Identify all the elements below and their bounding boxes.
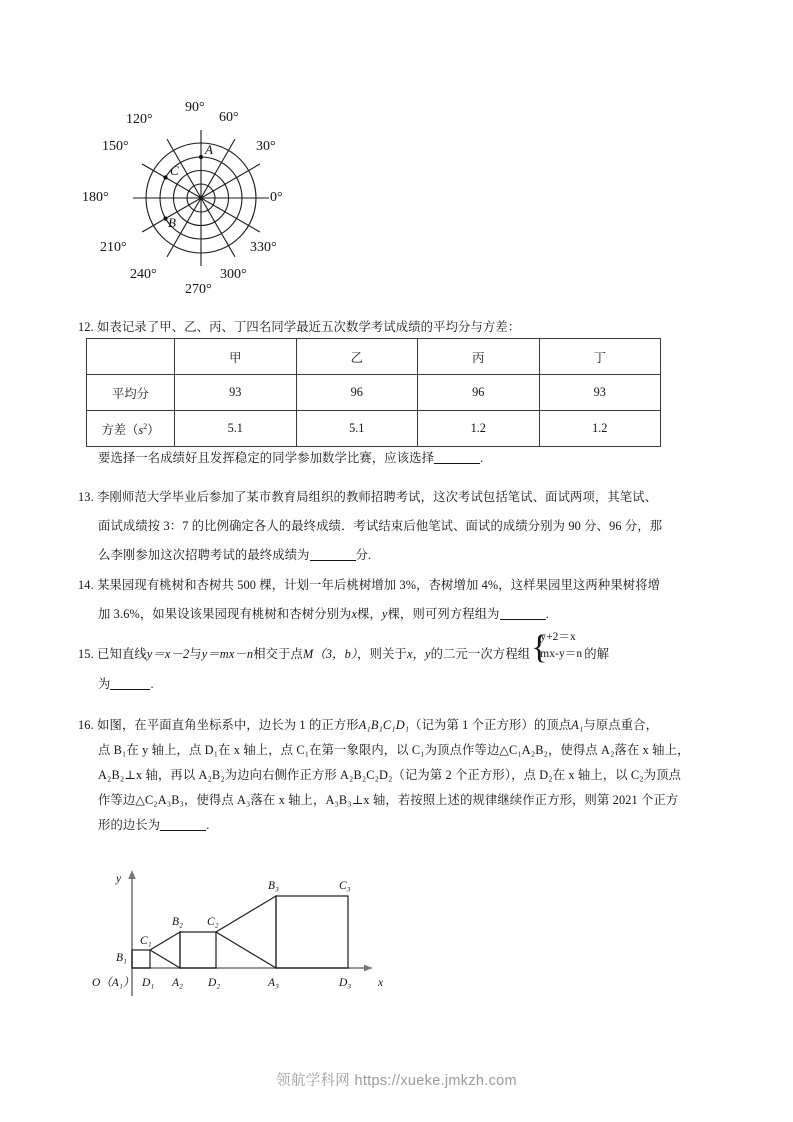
polar-point-label-a: A	[205, 142, 213, 157]
label-b2: B₂	[172, 916, 184, 928]
q16-line1-c: 与原点重合，	[583, 718, 659, 732]
table-cell-mean-ding: 93	[539, 375, 661, 411]
table-header-ding: 丁	[539, 339, 661, 375]
equation-system-group	[531, 629, 583, 672]
table-rowlabel-variance	[87, 411, 175, 447]
label-b3: B₃	[268, 880, 280, 892]
q16-line1-a: 如图，在平面直角坐标系中，边长为 1 的正方形	[97, 718, 359, 732]
q14-line2-end: .	[545, 607, 549, 621]
question-16-line5	[98, 812, 209, 838]
q12-tail-text: 要选择一名成绩好且发挥稳定的同学参加数学比赛，应该选择	[98, 451, 435, 465]
triangle-1	[150, 932, 180, 968]
label-d1: D₁	[142, 977, 155, 989]
label-origin: O（A₁）	[92, 977, 135, 989]
polar-label-210: 210°	[100, 240, 127, 255]
question-13-line1	[78, 484, 657, 510]
question-13-line3	[98, 542, 371, 568]
q16-number: 16.	[78, 718, 94, 732]
polar-label-90: 90°	[185, 100, 205, 115]
q14-line2-b: 棵，	[357, 607, 382, 621]
question-13-line2	[98, 513, 662, 539]
q16-line5-end: .	[206, 818, 210, 832]
x-axis-arrow-icon	[364, 965, 372, 972]
squares-sequence-figure	[80, 858, 410, 1003]
q15-number: 15.	[78, 646, 94, 661]
polar-coordinate-figure	[78, 88, 398, 310]
q15-comma: ，	[412, 646, 426, 661]
variance-exponent: 2	[143, 421, 148, 431]
answer-blank-q15[interactable]	[110, 676, 150, 690]
table-cell-mean-jia: 93	[175, 375, 297, 411]
q12-number: 12.	[78, 320, 94, 334]
label-a2: A₂	[172, 977, 184, 989]
polar-label-300: 300°	[220, 267, 247, 282]
square-1	[132, 950, 150, 968]
q15-line2-end: .	[150, 677, 154, 691]
table-cell-var-bing: 1.2	[418, 411, 540, 447]
q14-line1-text: 某果园现有桃树和杏树共 500 棵，计划一年后桃树增加 3%，杏树增加 4%，这样果园里这两种果树将增	[97, 578, 661, 592]
scores-table	[86, 338, 661, 447]
label-c2: C₂	[207, 916, 219, 928]
q14-variable-x: x	[351, 607, 358, 621]
table-header-yi: 乙	[296, 339, 418, 375]
table-row-header	[87, 339, 661, 375]
polar-point-a-marker	[199, 155, 203, 159]
y-axis-arrow-icon	[128, 870, 136, 879]
left-brace-icon: {	[531, 629, 548, 666]
q16-line1-b: （记为第 1 个正方形）的顶点	[409, 718, 572, 732]
label-d3: D₃	[339, 977, 352, 989]
polar-label-270: 270°	[185, 282, 212, 297]
question-16-line1	[78, 712, 658, 738]
question-15-line2	[98, 671, 154, 697]
label-a3: A₃	[268, 977, 280, 989]
polar-point-c-marker	[163, 175, 167, 179]
question-12-tail	[98, 445, 483, 471]
question-14-line2	[98, 601, 549, 627]
q14-line2-c: 棵，则可列方程组为	[387, 607, 500, 621]
square-2	[180, 932, 216, 968]
square-3	[276, 896, 348, 968]
answer-blank-q16[interactable]	[160, 817, 206, 831]
polar-label-120: 120°	[126, 112, 153, 127]
table-cell-corner	[87, 339, 175, 375]
table-cell-mean-bing: 96	[418, 375, 540, 411]
q16-line4-text: 作等边△C₂A₃B₃，使得点 A₃落在 x 轴上，A₃B₃⊥x 轴，若按照上述的规律继续作正方形，则第 2021 个正方	[98, 793, 679, 807]
footer-url: https://xueke.jmkzh.com	[354, 1073, 517, 1089]
polar-label-60: 60°	[219, 110, 239, 125]
table-header-jia: 甲	[175, 339, 297, 375]
label-c1: C₁	[140, 935, 152, 947]
q15-variable-y: y	[425, 646, 431, 661]
footer-site-name: 领航学科网	[276, 1073, 351, 1089]
label-d2: D₂	[208, 977, 221, 989]
q16-line2-text: 点 B₁在 y 轴上，点 D₁在 x 轴上，点 C₁在第一象限内，以 C₁为顶点作等边△C₁A₂B₂，使得点 A₂落在 x 轴上，	[98, 743, 690, 757]
q13-line3-text: 么李刚参加这次招聘考试的最终成绩为	[98, 548, 310, 562]
q13-line1-text: 李刚师范大学毕业后参加了某市教育局组织的教师招聘考试，这次考试包括笔试、面试两项，其笔试、	[97, 490, 658, 504]
polar-label-180: 180°	[82, 190, 109, 205]
table-cell-mean-yi: 96	[296, 375, 418, 411]
q15-p3: 相交于点	[253, 646, 303, 661]
q16-line3-text: A₂B₂⊥x 轴，再以 A₂B₂为边向右侧作正方形 A₂B₂C₂D₂（记为第 2 个正方形），点 D₂在 x 轴上，以 C₂为顶点	[98, 768, 682, 782]
polar-point-label-c: C	[170, 163, 179, 178]
q14-number: 14.	[78, 578, 94, 592]
polar-label-150: 150°	[102, 139, 129, 154]
q15-equation-1: y＝x－2	[146, 646, 190, 661]
q13-line2-text: 面试成绩按 3：7 的比例确定各人的最终成绩．考试结束后他笔试、面试的成绩分别为 90 分、96 分，那	[98, 519, 663, 533]
q12-stem-text: 如表记录了甲、乙、丙、丁四名同学最近五次数学考试成绩的平均分与方差：	[97, 320, 521, 334]
variance-label-tail: ）	[147, 422, 160, 437]
label-b1: B₁	[116, 952, 128, 964]
table-cell-var-yi: 5.1	[296, 411, 418, 447]
q13-line3-tail: 分.	[355, 548, 372, 562]
table-cell-var-jia: 5.1	[175, 411, 297, 447]
q15-p2: 与	[189, 646, 202, 661]
q15-p4: ，则关于	[357, 646, 407, 661]
label-y-axis: y	[116, 873, 122, 885]
q15-system-row-2: mx-y＝n	[540, 648, 583, 660]
q15-p6: 的解	[584, 646, 610, 661]
polar-label-330: 330°	[250, 240, 277, 255]
table-cell-var-ding: 1.2	[539, 411, 661, 447]
answer-blank-q12[interactable]	[434, 450, 480, 464]
q15-p1: 已知直线	[97, 646, 147, 661]
q15-equation-2: y＝mx－n	[201, 646, 254, 661]
table-rowlabel-mean: 平均分	[87, 375, 175, 411]
table-row	[87, 411, 661, 447]
question-16-line2	[98, 737, 690, 763]
q14-line2-a: 加 3.6%，如果设该果园现有桃树和杏树分别为	[98, 607, 352, 621]
question-15-line1	[78, 629, 610, 672]
q15-system-row-1: y+2＝x	[540, 631, 576, 643]
answer-blank-q14[interactable]	[500, 606, 546, 620]
label-x-axis: x	[378, 977, 384, 989]
polar-point-label-b: B	[168, 215, 176, 230]
q13-number: 13.	[78, 490, 94, 504]
q15-point-m: M（3，b）	[302, 646, 358, 661]
polar-point-b-marker	[163, 216, 167, 220]
q12-tail-period: .	[480, 451, 484, 465]
footer-watermark	[0, 1069, 793, 1090]
q14-variable-y: y	[382, 607, 388, 621]
table-header-bing: 丙	[418, 339, 540, 375]
question-12-stem	[78, 314, 520, 340]
q16-line5-pre: 形的边长为	[98, 818, 161, 832]
variance-symbol: s	[138, 422, 144, 437]
q16-vertex-a1: A₁	[571, 718, 584, 732]
question-16-line4	[98, 787, 678, 813]
polar-label-240: 240°	[130, 267, 157, 282]
q15-p5: 的二元一次方程组	[430, 646, 531, 661]
q15-line2-pre: 为	[98, 677, 111, 691]
label-c3: C₃	[339, 880, 351, 892]
table-row	[87, 375, 661, 411]
polar-label-30: 30°	[256, 139, 276, 154]
polar-label-0: 0°	[270, 190, 283, 205]
question-16-line3	[98, 762, 681, 788]
variance-label-text: 方差（	[101, 422, 139, 437]
q16-square-label: A₁B₁C₁D₁	[358, 718, 410, 732]
q15-variable-x: x	[406, 646, 413, 661]
question-14-line1	[78, 572, 660, 598]
answer-blank-q13[interactable]	[310, 547, 356, 561]
triangle-2	[216, 896, 276, 968]
